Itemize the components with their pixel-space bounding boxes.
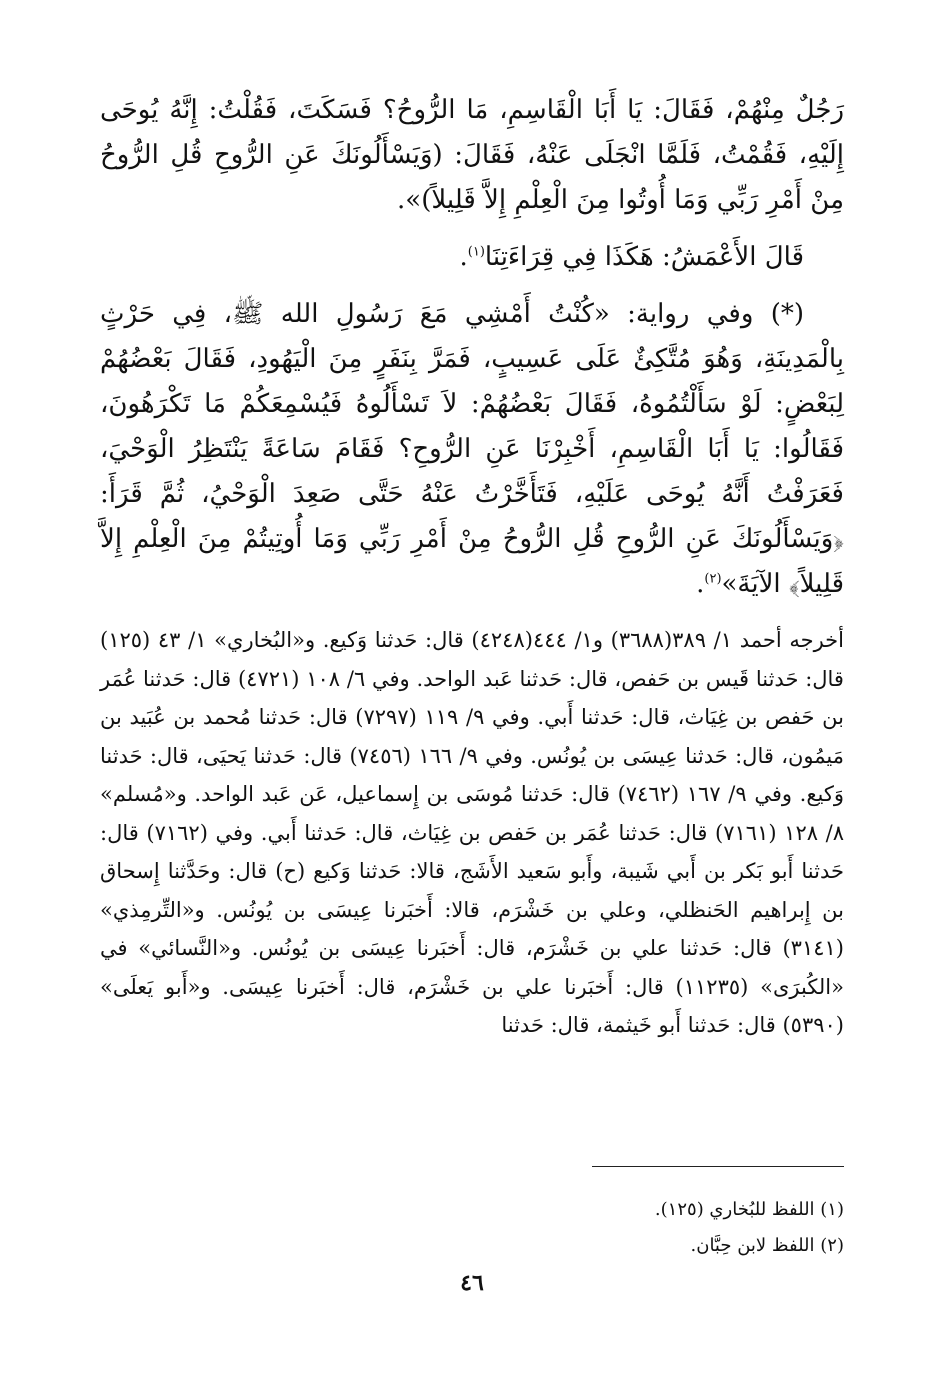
- hadith-paragraph: [100, 235, 844, 280]
- page-number: ٤٦: [460, 1270, 484, 1296]
- footnote-marker: (٢): [704, 571, 722, 587]
- hadith-text-run: .: [696, 569, 705, 599]
- footnote-item: (٢) اللفظ لابن حِبَّان.: [690, 1235, 844, 1256]
- hadith-text-run: (*) وفي رواية: «كُنْتُ أَمْشِي مَعَ رَسُولِ الله ﷺ، فِي حَرْثٍ بِالْمَدِينَةِ، وَهُوَ مُتَّكِئٌ عَلَى عَسِيبٍ، فَمَرَّ بِنَفَرٍ مِنَ الْيَهُودِ، فَقَالَ بَعْضُهُمْ لِبَعْضٍ: لَوْ سَأَلْتُمُوهُ، فَقَالَ بَعْضُهُمْ: لاَ تَسْأَلُوهُ فَيُسْمِعَكُمْ مَا تَكْرَهُونَ، فَقَالُوا: يَا أَبَا الْقَاسِمِ، أَخْبِرْنَا عَنِ الرُّوحِ؟ فَقَامَ سَاعَةً يَنْتَظِرُ الْوَحْيَ، فَعَرَفْتُ أَنَّهُ يُوحَى عَلَيْهِ، فَتَأَخَّرْتُ عَنْهُ حَتَّى صَعِدَ الْوَحْيُ، ثُمَّ قَرَأَ: ﴿وَيَسْأَلُونَكَ عَنِ الرُّوحِ قُلِ الرُّوحُ مِنْ أَمْرِ رَبِّي وَمَا أُوتِيتُمْ مِنَ الْعِلْمِ إِلاَّ قَلِيلاً﴾ الآيَةَ»: [100, 299, 844, 599]
- main-text: [100, 88, 844, 1045]
- hadith-paragraph: رَجُلٌ مِنْهُمْ، فَقَالَ: يَا أَبَا الْقَاسِمِ، مَا الرُّوحُ؟ فَسَكَتَ، فَقُلْتُ: إِنَّهُ يُوحَى إِلَيْهِ، فَقُمْتُ، فَلَمَّا انْجَلَى عَنْهُ، فَقَالَ: (وَيَسْأَلُونَكَ عَنِ الرُّوحِ قُلِ الرُّوحُ مِنْ أَمْرِ رَبِّي وَمَا أُوتُوا مِنَ الْعِلْمِ إِلاَّ قَلِيلاً)».: [100, 95, 844, 215]
- takhrij-section: [100, 621, 844, 1045]
- footnote-marker: (١): [467, 244, 485, 260]
- hadith-text-run: قَالَ الأَعْمَشُ: هَكَذَا فِي قِرَاءَتِنَا: [484, 242, 804, 272]
- takhrij-paragraph: أخرجه أحمد ١/ ٣٨٩(٣٦٨٨) و١/ ٤٤٤(٤٢٤٨) قال: حَدثنا وَكيع. و«البُخاري» ١/ ٤٣ (١٢٥) قال: حَدثنا قَيس بن حَفص، قال: حَدثنا عَبد الواحد. وفي ٦/ ١٠٨ (٤٧٢١) قال: حَدثنا عُمَر بن حَفص بن غِيَاث، قال: حَدثنا أَبي. وفي ٩/ ١١٩ (٧٢٩٧) قال: حَدثنا مُحمد بن عُبَيد بن مَيمُون، قال: حَدثنا عِيسَى بن يُونُس. وفي ٩/ ١٦٦ (٧٤٥٦) قال: حَدثنا يَحيَى، قال: حَدثنا وَكيع. وفي ٩/ ١٦٧ (٧٤٦٢) قال: حَدثنا مُوسَى بن إِسماعيل، عَن عَبد الواحد. و«مُسلم» ٨/ ١٢٨ (٧١٦١) قال: حَدثنا عُمَر بن حَفص بن غِيَاث، قال: حَدثنا أَبي. وفي (٧١٦٢) قال: حَدثنا أَبو بَكر بن أَبي شَيبة، وأَبو سَعيد الأَشَج، قالا: حَدثنا وَكيع (ح) قال: وحَدَّثنا إِسحاق بن إِبراهيم الحَنظلي، وعلي بن خَشْرَم، قالا: أَخبَرنا عِيسَى بن يُونُس. و«التِّرمِذي» (٣١٤١) قال: حَدثنا علي بن خَشْرَم، قال: أَخبَرنا عِيسَى بن يُونُس. و«النَّسائي» في «الكُبرَى» (١١٢٣٥) قال: أَخبَرنا علي بن خَشْرَم، قال: أَخبَرنا عِيسَى. و«أَبو يَعلَى» (٥٣٩٠) قال: حَدثنا أَبو خَيثمة، قال: حَدثنا: [100, 628, 844, 1037]
- footnotes: [100, 1192, 844, 1264]
- footnote-item: (١) اللفظ للبُخاري (١٢٥).: [654, 1199, 844, 1220]
- footnote-separator: [592, 1166, 844, 1167]
- hadith-text: [100, 88, 844, 607]
- hadith-paragraph: [100, 292, 844, 607]
- hadith-text-run: .: [459, 242, 468, 272]
